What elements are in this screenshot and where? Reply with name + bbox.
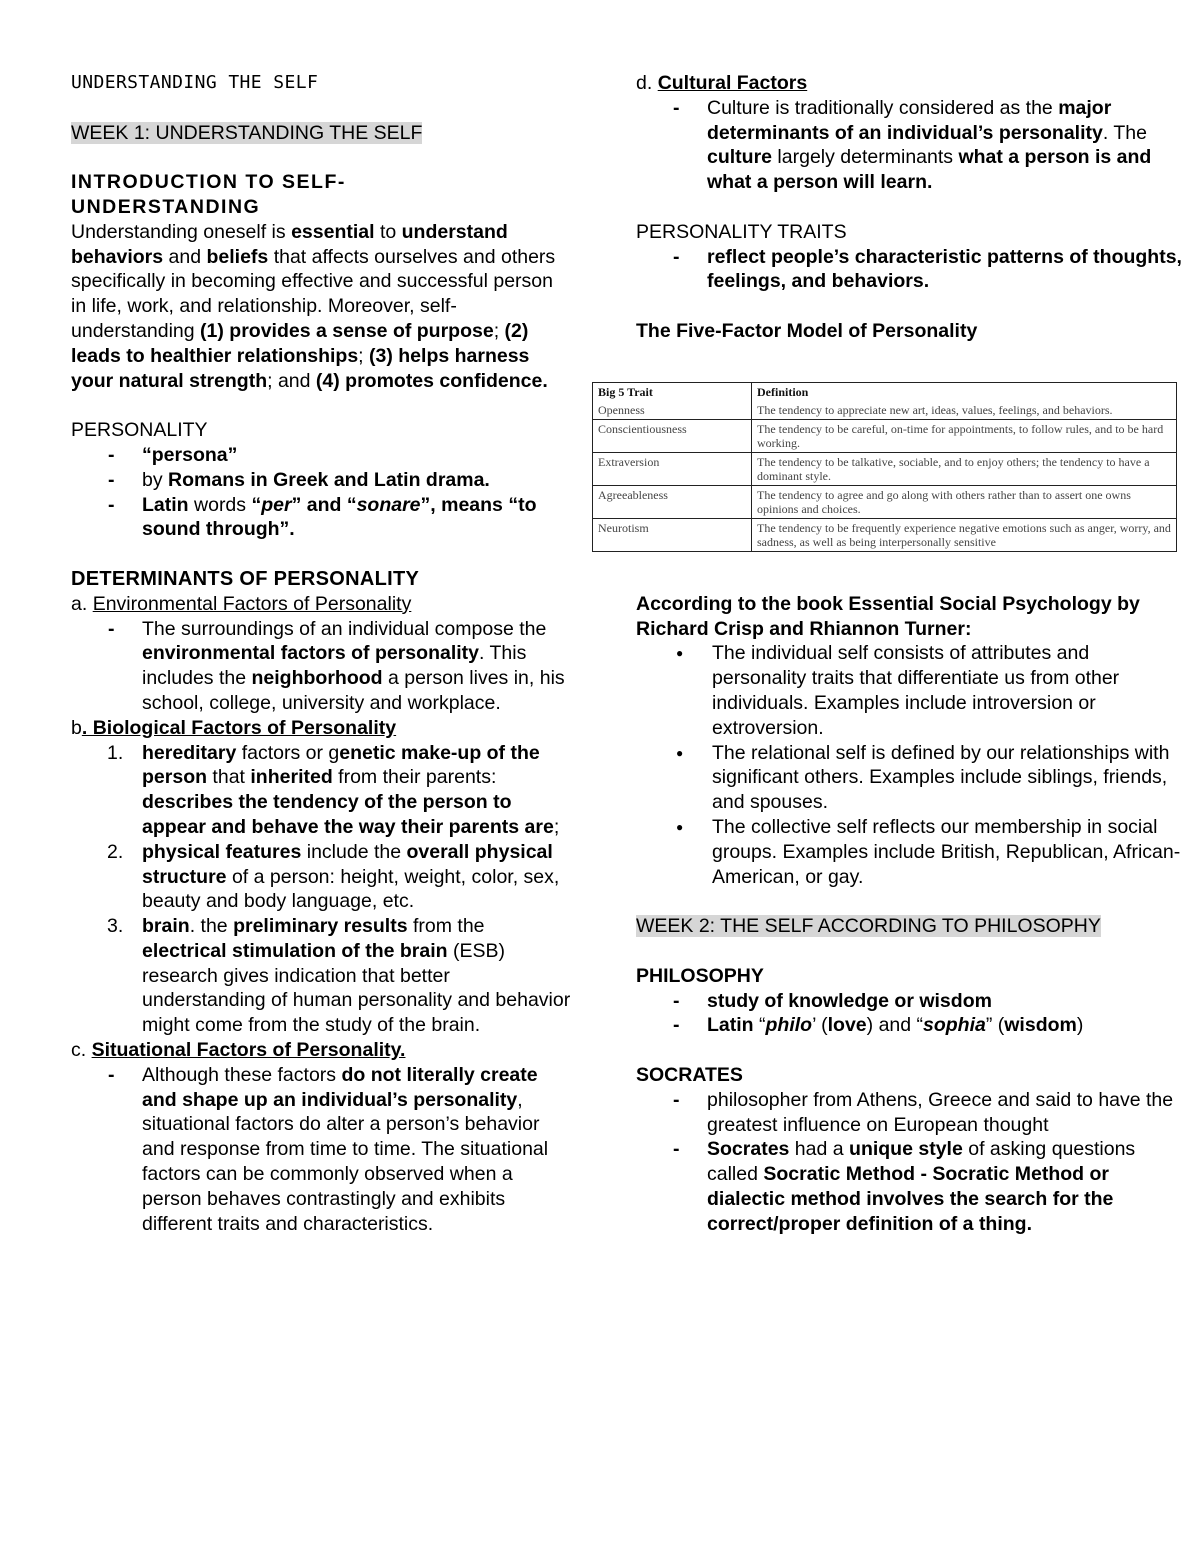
socrates-heading: SOCRATES xyxy=(636,1063,743,1086)
list-item: - by Romans in Greek and Latin drama. xyxy=(71,468,571,493)
list-item: - Latin words “per” and “sonare”, means “to sound through”. xyxy=(71,493,571,543)
environmental-list xyxy=(71,617,571,716)
col-trait-header: Big 5 Trait xyxy=(593,383,752,402)
traits-list xyxy=(636,245,1184,295)
list-item: 3. brain. the preliminary results from the electrical stimulation of the brain (ESB) research gives indication that better understanding of human personality and behavior might come from the study of the brain. xyxy=(107,915,571,1037)
table-header xyxy=(593,383,1177,402)
philosophy-heading: PHILOSOPHY xyxy=(636,964,764,987)
list-item: - The surroundings of an individual compose the environmental factors of personality. This includes the neighborhood a person lives in, his school, college, university and workplace. xyxy=(71,617,571,716)
biological-list xyxy=(71,741,571,1039)
list-item: ● The relational self is defined by our relationships with significant others. Examples include siblings, friends, and spouses. xyxy=(636,741,1184,815)
personality-list xyxy=(71,443,571,542)
crisp-list xyxy=(636,641,1184,889)
determinants-heading: DETERMINANTS OF PERSONALITY xyxy=(71,567,420,590)
socrates-list xyxy=(636,1088,1184,1237)
list-item: ● The collective self reflects our membership in social groups. Examples include British, Republican, African-American, or gay. xyxy=(636,815,1184,889)
list-item: - Although these factors do not literally create and shape up an individual’s personality, situational factors do alter a person’s behavior and response from time to time. The situational factors can be commonly observed when a person behaves contrastingly and exhibits different traits and characteristics. xyxy=(71,1063,571,1237)
philosophy-list xyxy=(636,989,1184,1039)
traits-heading: PERSONALITY TRAITS xyxy=(636,220,847,243)
table-row: Openness The tendency to appreciate new art, ideas, values, feelings, and behaviors. xyxy=(593,401,1177,420)
crisp-heading: According to the book Essential Social Psychology by Richard Crisp and Rhiannon Turner: xyxy=(636,592,1140,640)
situational-list xyxy=(71,1063,571,1237)
list-item: 2. physical features include the overall physical structure of a person: height, weight, color, sex, beauty and body language, etc. xyxy=(107,840,560,913)
document-title: UNDERSTANDING THE SELF xyxy=(71,72,319,93)
intro-paragraph: Understanding oneself is essential to understand behaviors and beliefs that affects ourselves and others specifically in becoming effective and successful person in life, work, and relationship. Moreover, self-understanding (1) provides a sense of purpose; (2) leads to healthier relationships; (3) helps harness your natural strength; and (4) promotes confidence. xyxy=(71,220,556,392)
cultural-list xyxy=(636,96,1184,195)
left-column xyxy=(71,0,571,1236)
list-item: - Culture is traditionally considered as the major determinants of an individual’s personality. The culture largely determinants what a person is and what a person will learn. xyxy=(636,96,1184,195)
week2-heading: WEEK 2: THE SELF ACCORDING TO PHILOSOPHY xyxy=(636,915,1101,938)
cultural-heading: d. Cultural Factors xyxy=(636,72,808,94)
list-item: - “persona” xyxy=(71,443,571,468)
table-row: Extraversion The tendency to be talkative, sociable, and to enjoy others; the tendency to have a dominant style. xyxy=(593,453,1177,486)
right-column xyxy=(636,0,1184,1236)
list-item: - reflect people’s characteristic patterns of thoughts, feelings, and behaviors. xyxy=(636,245,1184,295)
table-row: Conscientiousness The tendency to be careful, on-time for appointments, to follow rules, and to be hard working. xyxy=(593,420,1177,453)
table-row: Neurotism The tendency to be frequently experience negative emotions such as anger, worry, and sadness, as well as being interpersonally sensitive xyxy=(593,519,1177,552)
situational-heading: c. Situational Factors of Personality. xyxy=(71,1039,406,1062)
list-item: 1. hereditary factors or genetic make-up of the person that inherited from their parents: describes the tendency of the person to appear and behave the way their parents are; xyxy=(107,741,560,838)
intro-heading: INTRODUCTION TO SELF- UNDERSTANDING xyxy=(71,171,346,218)
list-item: ● The individual self consists of attributes and personality traits that differentiate us from other individuals. Examples include introversion or extroversion. xyxy=(636,641,1184,740)
list-item: - Latin “philo’ (love) and “sophia” (wisdom) xyxy=(636,1013,1184,1038)
col-definition-header: Definition xyxy=(752,383,1177,402)
biological-heading: b. Biological Factors of Personality xyxy=(71,716,397,739)
week1-heading: WEEK 1: UNDERSTANDING THE SELF xyxy=(71,121,423,144)
list-item: - Socrates had a unique style of asking questions called Socratic Method - Socratic Method or dialectic method involves the search for the correct/proper definition of a thing. xyxy=(636,1137,1184,1236)
table-row: Agreeableness The tendency to agree and go along with others rather than to assert one owns opinions and choices. xyxy=(593,486,1177,519)
list-item: - philosopher from Athens, Greece and said to have the greatest influence on European thought xyxy=(636,1088,1184,1138)
environmental-heading: a. Environmental Factors of Personality xyxy=(71,592,412,615)
personality-heading: PERSONALITY xyxy=(71,419,208,442)
five-factor-heading: The Five-Factor Model of Personality xyxy=(636,319,978,342)
list-item: - study of knowledge or wisdom xyxy=(636,989,1184,1014)
five-factor-table xyxy=(592,382,1177,552)
